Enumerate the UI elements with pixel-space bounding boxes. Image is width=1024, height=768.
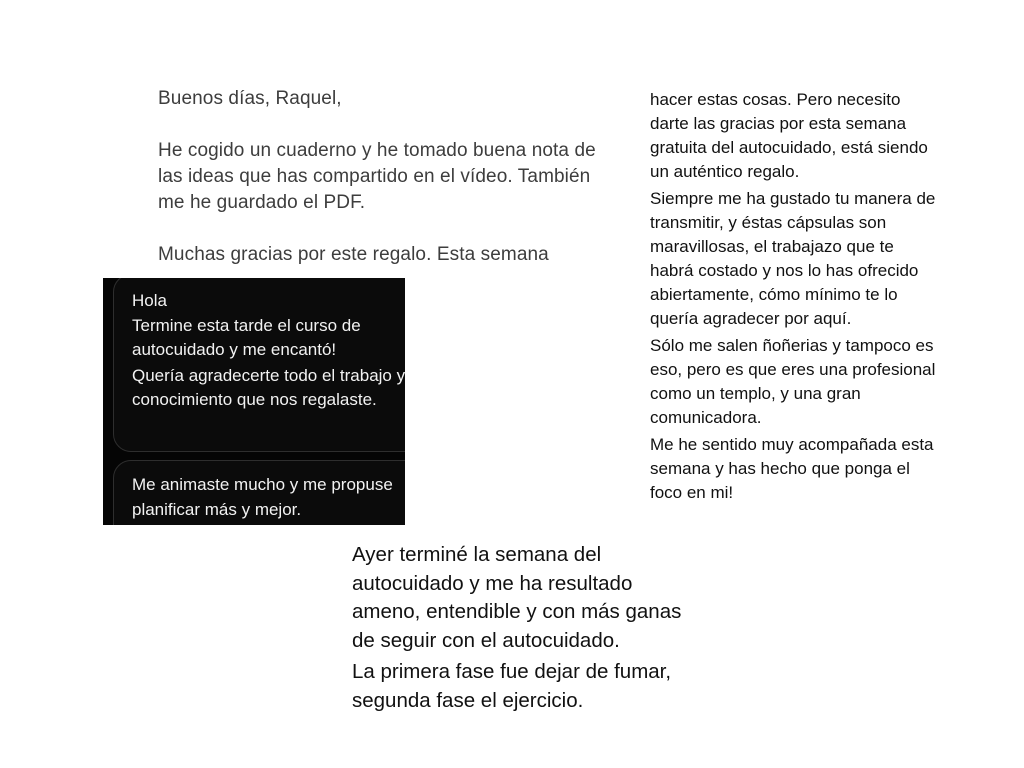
chat-line: Termine esta tarde el curso de autocuidado y me encantó! — [132, 315, 361, 359]
email-testimonial — [158, 86, 608, 268]
chat-bubble — [113, 278, 405, 452]
bottom-paragraph-2: La primera fase fue dejar de fumar, segunda fase el ejercicio. — [352, 660, 672, 712]
chat-line: Hola — [132, 291, 167, 310]
email-paragraph-2: Muchas gracias por este regalo. Esta semana — [158, 244, 549, 265]
right-paragraph-1: hacer estas cosas. Pero necesito darte las gracias por esta semana gratuita del autocuidado, está siendo un auténtico regalo. — [650, 90, 928, 181]
email-paragraph-1: He cogido un cuaderno y he tomado buena nota de las ideas que has compartido en el vídeo. También me he guardado el PDF. — [158, 140, 596, 213]
right-paragraph-2: Siempre me ha gustado tu manera de transmitir, y éstas cápsulas son maravillosas, el trabajazo que te habrá costado y nos lo has ofrecido abiertamente, cómo mínimo te lo quería agradecer por aquí. — [650, 189, 936, 328]
email-greeting: Buenos días, Raquel, — [158, 88, 342, 109]
dark-chat-screenshot — [103, 278, 405, 525]
right-testimonial — [650, 88, 940, 508]
bottom-paragraph-1: Ayer terminé la semana del autocuidado y me ha resultado ameno, entendible y con más ganas de seguir con el autocuidado. — [352, 543, 682, 652]
right-paragraph-4: Me he sentido muy acompañada esta semana y has hecho que ponga el foco en mi! — [650, 435, 934, 502]
right-paragraph-3: Sólo me salen ñoñerias y tampoco es eso, pero es que eres una profesional como un templo, y una gran comunicadora. — [650, 336, 936, 427]
chat-line: Me animaste mucho y me propuse planificar más y mejor. — [132, 475, 393, 519]
chat-line: Quería agradecerte todo el trabajo y conocimiento que nos regalaste. — [132, 365, 405, 409]
chat-bubble — [113, 460, 405, 525]
bottom-testimonial — [352, 541, 692, 719]
